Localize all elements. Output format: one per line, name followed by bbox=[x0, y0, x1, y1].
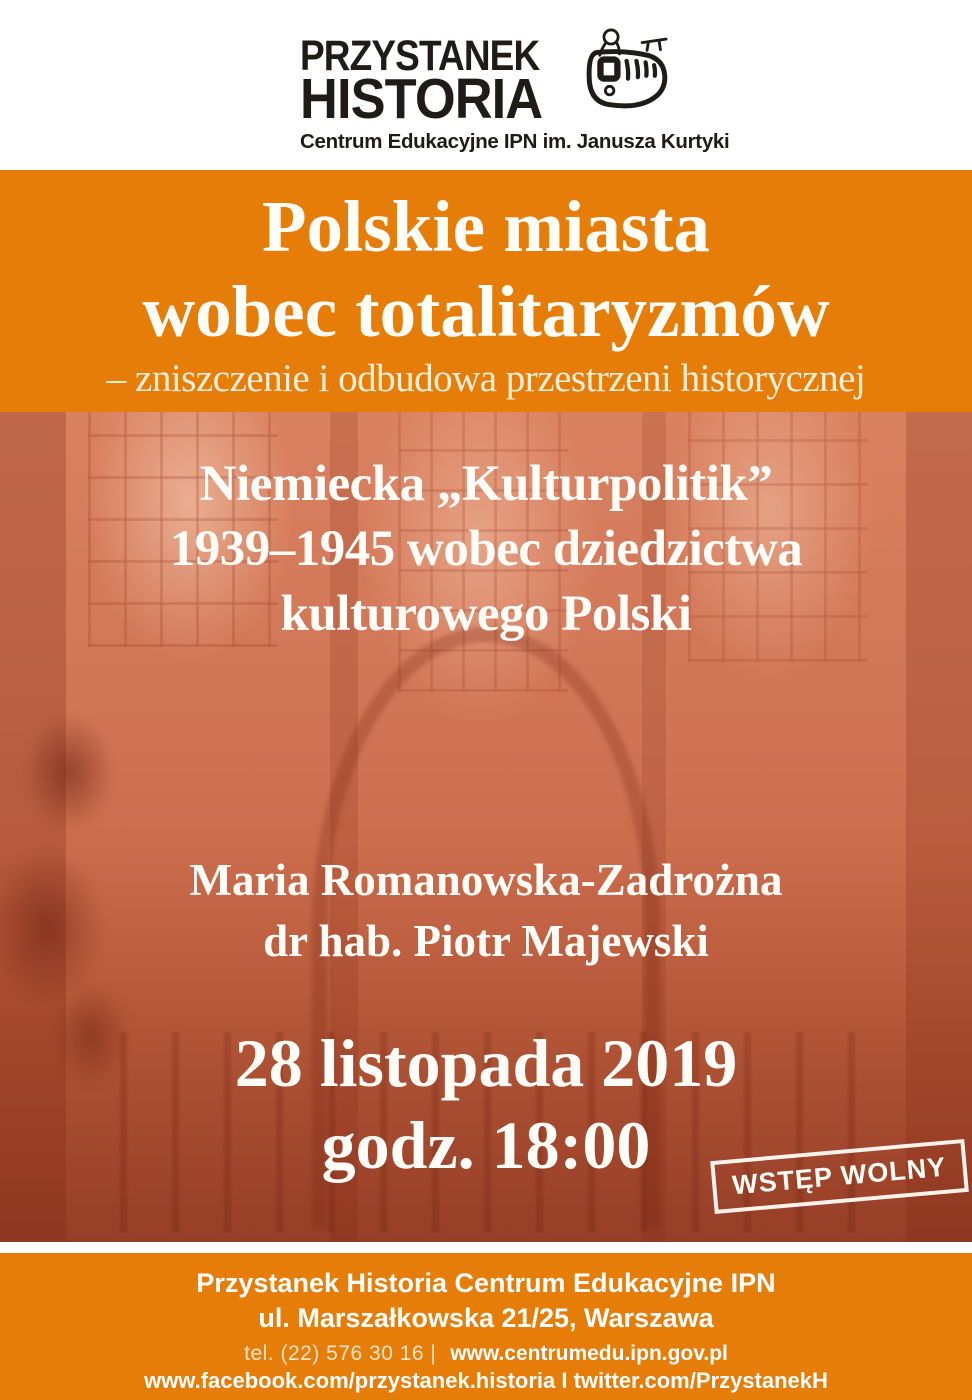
speakers-block bbox=[0, 850, 972, 972]
event-time: godz. 18:00 bbox=[321, 1107, 651, 1183]
logo-wordmark bbox=[300, 14, 578, 131]
divider-strip bbox=[0, 1242, 972, 1253]
speaker-name-2: dr hab. Piotr Majewski bbox=[263, 916, 709, 966]
logo-header bbox=[0, 0, 972, 170]
speaker-name-1: Maria Romanowska-Zadrożna bbox=[189, 855, 783, 905]
venue-name: Przystanek Historia Centrum Edukacyjne IPN bbox=[196, 1268, 776, 1298]
przystanek-historia-logo bbox=[300, 14, 730, 154]
logo-tagline: Centrum Edukacyjne IPN im. Janusza Kurtyki bbox=[300, 130, 730, 153]
lecture-title-line2: 1939–1945 wobec dziedzictwa bbox=[169, 521, 803, 577]
poster-subtitle: – zniszczenie i odbudowa przestrzeni historycznej bbox=[106, 357, 866, 400]
lecture-title bbox=[0, 452, 972, 647]
website-link[interactable]: www.centrumedu.ipn.gov.pl bbox=[450, 1342, 728, 1365]
title-band bbox=[0, 170, 972, 412]
lecture-title-line1: Niemiecka „Kulturpolitik” bbox=[199, 456, 773, 512]
phone-number: tel. (22) 576 30 16 | bbox=[244, 1342, 437, 1365]
social-links[interactable]: www.facebook.com/przystanek.historia I twitter.com/PrzystanekH bbox=[144, 1368, 828, 1393]
footer-band bbox=[0, 1253, 972, 1400]
logo-line1: PRZYSTANEK bbox=[300, 32, 540, 80]
free-admission-badge: WSTĘP WOLNY bbox=[710, 1139, 968, 1214]
tram-icon bbox=[580, 14, 672, 122]
poster-title-line2: wobec totalitaryzmów bbox=[142, 271, 830, 352]
church-photo-background bbox=[0, 412, 972, 1242]
poster-title-line1: Polskie miasta bbox=[261, 186, 711, 267]
contact-line bbox=[0, 1341, 972, 1367]
logo-line2: HISTORIA bbox=[300, 67, 543, 131]
lecture-title-line3: kulturowego Polski bbox=[280, 586, 692, 642]
venue-address: ul. Marszałkowska 21/25, Warszawa bbox=[258, 1303, 714, 1333]
event-date: 28 listopada 2019 bbox=[234, 1025, 738, 1101]
